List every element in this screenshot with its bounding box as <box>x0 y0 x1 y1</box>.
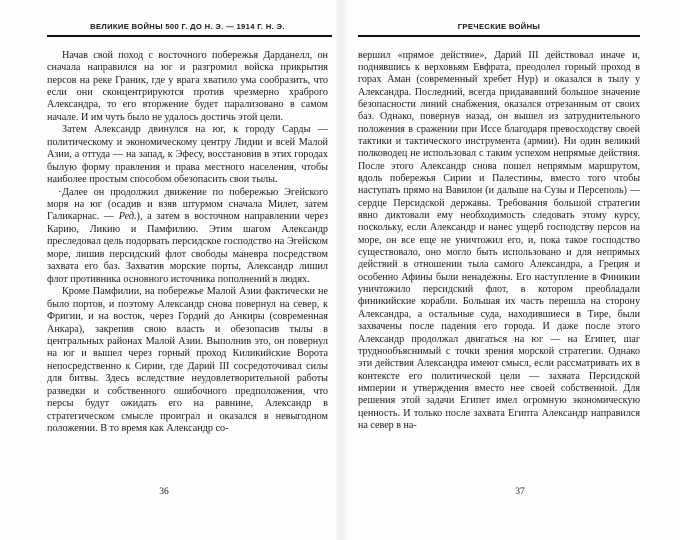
paragraph-lead: Далее он продолжил движение по побережью Эгейского моря на юг (осадив и взяв штурмом сначала Милет, затем Галикарнас. — <box>47 186 328 223</box>
header-rule-right <box>358 35 640 37</box>
running-head-right: ГРЕЧЕСКИЕ ВОЙНЫ <box>457 22 541 31</box>
body-text-right <box>358 50 640 433</box>
page-number-right: 37 <box>515 487 525 497</box>
page-number-left: 36 <box>159 487 169 497</box>
paragraph: Кроме Памфилии, на побережье Малой Азии фактически не было портов, и поэтому Александр снова повернул на север, к Фригии, и на восток, через Гордий до Анкиры (современная Анкара), закрепив свою власть и обезопасив тылы в центральных районах Малой Азии. Выполнив это, он повернул на юг и вышел через горный проход Киликийские Ворота непосредственно к Сирии, где Дарий III сосредоточивал силы для битвы. Здесь вследствие неудовлетворительной работы разведки и собственного ошибочного предположения, что персы будут ожидать его на равнине, Александр в стратегическом смысле проиграл и оказался в невыгодном положении. В то время как Александр со- <box>47 286 328 435</box>
editor-note: Ред. <box>118 211 137 223</box>
paragraph: Затем Александр двинулся на юг, к городу Сарды — политическому и экономическому центру Лидии и всей Малой Азии, а оттуда — на запад, к Эфесу, восстановив в этих городах былую форму правления и права местного населения, чтобы наиболее простым способом обезопасить свои тылы. <box>47 124 328 186</box>
body-text-left <box>47 50 328 436</box>
paragraph-tail: ), а затем в восточном направлении через Карию, Ликию и Памфилию. Этим шагом Александр преследовал цель подорвать персидское господство на Эгейском море, лишив персидский флот свободы маневра посредством захвата его баз. Захватив морские порты, Александр лишил флот противника основного источника пополнений в людях. <box>47 211 328 285</box>
paragraph: Начав свой поход с восточного побережья Дарданелл, он сначала направился на юг и разгромил войска прикрытия персов на реке Граник, где у врага хватило ума сообразить, что если они сконцентрируются против чрезмерно храброго Александра, то его вторжение будет парализовано в самом начале. И им чуть было не удалось достичь этой цели. <box>47 49 328 123</box>
paragraph-with-editor-note <box>47 187 328 287</box>
header-rule-left <box>47 35 332 37</box>
page-right <box>340 0 680 540</box>
running-head-left: ВЕЛИКИЕ ВОЙНЫ 500 Г. ДО Н. Э. — 1914 Г. Н. Э. <box>90 22 285 31</box>
paragraph: вершил «прямое действие», Дарий III действовал иначе и, поднявшись к верховьям Евфрата, преодолел горный проход в горах Аман (современный хребет Нур) и оказался в тылу у Александра. Последний, всегда придававший большое значение безопасности линий снабжения, оказался отрезанным от своих баз. Однако, повернув назад, он вышел из затруднительного положения в сражении при Иссе благодаря превосходству своей тактики и тактического инструмента (армии). Ни один великий полководец не использовал с таким успехом непрямые действия. После этого Александр снова пошел непрямым маршрутом, вдоль побережья Сирии и Палестины, вместо того чтобы наступать прямо на Вавилон (и дальше на Сузы и Персеполь) — сердце Персидской державы. Требования большой стратегии явно диктовали ему необходимость следовать этому курсу, поскольку, если Александр и нанес ущерб господству персов на море, он все еще не уничтожил его, и, пока такое господство существовало, оно могло быть использовано и для непрямых действий в отношении тыла самого Александра, а Греция и особенно Афины были ненадежны. Его наступление в Финикии уничтожило персидский флот, в котором преобладали финикийские корабли. Большая их часть перешла на сторону Александра, а остальные суда, находившиеся в Тире, были захвачены после падения его города. И даже после этого Александр продолжал двигаться на юг — на Египет, шаг труднообъяснимый с точки зрения морской стратегии. Однако эти действия Александра имеют смысл, если рассматривать их в контексте его политической цели — захвата Персидской империи и утверждения вместо нее своей собственной. Для решения этой задачи Египет имел огромную экономическую ценность. И только после захвата Египта Александр направился на север в на- <box>358 49 640 431</box>
